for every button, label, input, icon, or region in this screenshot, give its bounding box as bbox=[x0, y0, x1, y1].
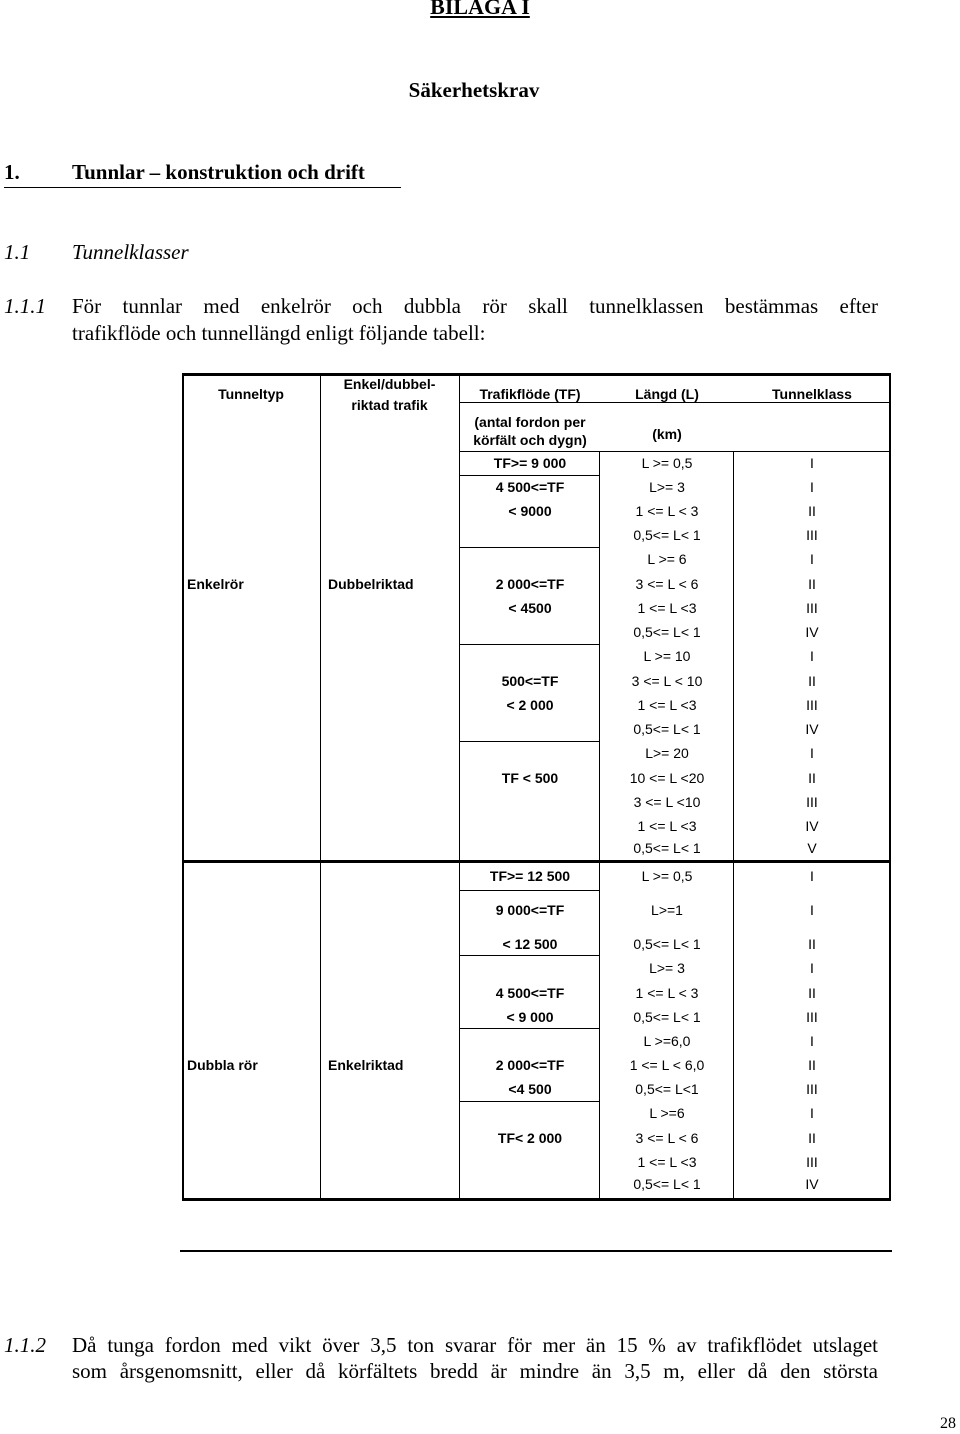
class-cell: I bbox=[810, 648, 814, 664]
header-bottom-divider bbox=[459, 451, 891, 452]
header-traffic-flow-sub-2: körfält och dygn) bbox=[473, 432, 587, 448]
length-cell: 0,5<= L< 1 bbox=[633, 840, 701, 856]
tf-cell: TF < 500 bbox=[501, 770, 559, 786]
length-cell: 0,5<= L< 1 bbox=[633, 936, 701, 952]
class-cell: I bbox=[810, 745, 814, 761]
length-cell: 0,5<= L< 1 bbox=[633, 1176, 701, 1192]
page-title: Säkerhetskrav bbox=[408, 78, 540, 102]
class-cell: I bbox=[810, 1105, 814, 1121]
class-cell: II bbox=[808, 1057, 816, 1073]
tf-cell: TF< 2 000 bbox=[497, 1130, 563, 1146]
class-cell: II bbox=[808, 576, 816, 592]
length-cell: L >=6 bbox=[649, 1105, 685, 1121]
length-cell: L>= 20 bbox=[645, 745, 689, 761]
section-1-1-number: 1.1 bbox=[4, 240, 31, 264]
section-1-number: 1. bbox=[4, 160, 20, 184]
table-border-bottom bbox=[182, 1198, 891, 1201]
length-cell: 1 <= L < 6,0 bbox=[629, 1057, 705, 1073]
tf-cell: < 4500 bbox=[508, 600, 552, 616]
annex-title: BILAGA I bbox=[430, 0, 530, 19]
tf-cell: < 12 500 bbox=[502, 936, 558, 952]
length-cell: 1 <= L <3 bbox=[637, 600, 697, 616]
tf-cell: TF>= 12 500 bbox=[489, 868, 571, 884]
paragraph-1-1-2-line-2: som årsgenomsnitt, eller då körfältets bredd är mindre än 3,5 m, eller då den största bbox=[72, 1359, 878, 1383]
length-cell: 1 <= L <3 bbox=[637, 697, 697, 713]
length-cell: L >= 0,5 bbox=[641, 455, 693, 471]
class-cell: II bbox=[808, 770, 816, 786]
class-cell: II bbox=[808, 936, 816, 952]
tf-group-divider bbox=[459, 644, 599, 645]
tf-cell: 4 500<=TF bbox=[495, 985, 565, 1001]
class-cell: II bbox=[808, 985, 816, 1001]
tf-group-divider bbox=[459, 1101, 599, 1102]
header-traffic-flow-sub-1: (antal fordon per bbox=[474, 414, 586, 430]
class-cell: I bbox=[810, 902, 814, 918]
tf-cell: 9 000<=TF bbox=[495, 902, 565, 918]
class-cell: III bbox=[806, 697, 818, 713]
tf-group-divider bbox=[459, 475, 599, 476]
tunnel-type-enkelror: Enkelrör bbox=[187, 576, 244, 592]
class-cell: V bbox=[807, 840, 817, 856]
class-cell: III bbox=[806, 1081, 818, 1097]
length-cell: L >= 0,5 bbox=[641, 868, 693, 884]
class-cell: IV bbox=[805, 1176, 819, 1192]
table-border-left bbox=[182, 374, 184, 1200]
header-direction-line-1: Enkel/dubbel- bbox=[343, 376, 436, 392]
length-cell: 1 <= L <3 bbox=[637, 1154, 697, 1170]
header-length-unit: (km) bbox=[652, 426, 682, 442]
class-cell: II bbox=[808, 673, 816, 689]
length-cell: 10 <= L <20 bbox=[629, 770, 705, 786]
direction-enkelriktad: Enkelriktad bbox=[328, 1057, 404, 1073]
tf-group-divider bbox=[459, 741, 599, 742]
section-1-title: Tunnlar – konstruktion och drift bbox=[72, 160, 365, 184]
length-cell: L >= 10 bbox=[643, 648, 691, 664]
class-cell: IV bbox=[805, 818, 819, 834]
tf-cell: 2 000<=TF bbox=[495, 576, 565, 592]
tunnel-type-dubbla-ror: Dubbla rör bbox=[187, 1057, 258, 1073]
table-divider-direction bbox=[459, 374, 460, 1200]
length-cell: 3 <= L < 10 bbox=[631, 673, 703, 689]
length-cell: 3 <= L < 6 bbox=[635, 1130, 699, 1146]
length-cell: 1 <= L <3 bbox=[637, 818, 697, 834]
tf-cell: < 9000 bbox=[508, 503, 552, 519]
class-cell: IV bbox=[805, 721, 819, 737]
header-direction-line-2: riktad trafik bbox=[351, 397, 428, 413]
length-cell: 0,5<= L< 1 bbox=[633, 1009, 701, 1025]
table-divider-tunneltyp bbox=[320, 374, 321, 1200]
class-cell: III bbox=[806, 1154, 818, 1170]
length-cell: 0,5<= L< 1 bbox=[633, 721, 701, 737]
class-cell: III bbox=[806, 527, 818, 543]
paragraph-1-1-1-number: 1.1.1 bbox=[4, 294, 46, 318]
tf-group-divider bbox=[459, 547, 599, 548]
length-cell: L >= 6 bbox=[647, 551, 687, 567]
class-cell: I bbox=[810, 1033, 814, 1049]
class-cell: III bbox=[806, 1009, 818, 1025]
length-cell: 0,5<= L<1 bbox=[635, 1081, 699, 1097]
tf-cell: TF>= 9 000 bbox=[493, 455, 567, 471]
class-cell: II bbox=[808, 1130, 816, 1146]
tf-group-divider bbox=[459, 1028, 599, 1029]
tf-cell: 2 000<=TF bbox=[495, 1057, 565, 1073]
paragraph-1-1-2-number: 1.1.2 bbox=[4, 1333, 46, 1357]
tf-cell: <4 500 bbox=[508, 1081, 552, 1097]
tf-cell: 500<=TF bbox=[501, 673, 559, 689]
table-border-top bbox=[182, 373, 891, 376]
header-tunneltyp: Tunneltyp bbox=[218, 386, 284, 402]
paragraph-1-1-1-line-2: trafikflöde och tunnellängd enligt följande tabell: bbox=[72, 321, 486, 345]
class-cell: I bbox=[810, 868, 814, 884]
footnote-separator bbox=[180, 1250, 892, 1252]
length-cell: 1 <= L < 3 bbox=[635, 985, 699, 1001]
direction-dubbelriktad: Dubbelriktad bbox=[328, 576, 414, 592]
length-cell: L>=1 bbox=[651, 902, 683, 918]
tf-cell: < 9 000 bbox=[506, 1009, 554, 1025]
class-cell: II bbox=[808, 503, 816, 519]
tf-group-divider bbox=[459, 890, 599, 891]
length-cell: 1 <= L < 3 bbox=[635, 503, 699, 519]
table-border-right bbox=[889, 374, 891, 1200]
length-cell: L >=6,0 bbox=[643, 1033, 691, 1049]
tf-cell: < 2 000 bbox=[506, 697, 554, 713]
header-row-divider bbox=[459, 402, 891, 403]
class-cell: III bbox=[806, 600, 818, 616]
header-traffic-flow: Trafikflöde (TF) bbox=[479, 386, 581, 402]
paragraph-1-1-1-line-1: För tunnlar med enkelrör och dubbla rör skall tunnelklassen bestämmas efter bbox=[72, 294, 878, 318]
section-1-1-title: Tunnelklasser bbox=[72, 240, 189, 264]
paragraph-1-1-2-line-1: Då tunga fordon med vikt över 3,5 ton svarar för mer än 15 % av trafikflödet utslaget bbox=[72, 1333, 878, 1357]
class-cell: I bbox=[810, 551, 814, 567]
length-cell: L>= 3 bbox=[649, 479, 685, 495]
class-cell: I bbox=[810, 960, 814, 976]
length-cell: L>= 3 bbox=[649, 960, 685, 976]
class-cell: I bbox=[810, 479, 814, 495]
class-cell: IV bbox=[805, 624, 819, 640]
length-cell: 3 <= L <10 bbox=[633, 794, 701, 810]
page-number: 28 bbox=[940, 1415, 956, 1432]
tf-cell: 4 500<=TF bbox=[495, 479, 565, 495]
length-cell: 0,5<= L< 1 bbox=[633, 624, 701, 640]
class-cell: III bbox=[806, 794, 818, 810]
class-cell: I bbox=[810, 455, 814, 471]
length-cell: 3 <= L < 6 bbox=[635, 576, 699, 592]
section-divider bbox=[182, 860, 891, 863]
header-length: Längd (L) bbox=[635, 386, 699, 402]
header-tunnel-class: Tunnelklass bbox=[772, 386, 852, 402]
tf-group-divider bbox=[459, 955, 599, 956]
length-cell: 0,5<= L< 1 bbox=[633, 527, 701, 543]
